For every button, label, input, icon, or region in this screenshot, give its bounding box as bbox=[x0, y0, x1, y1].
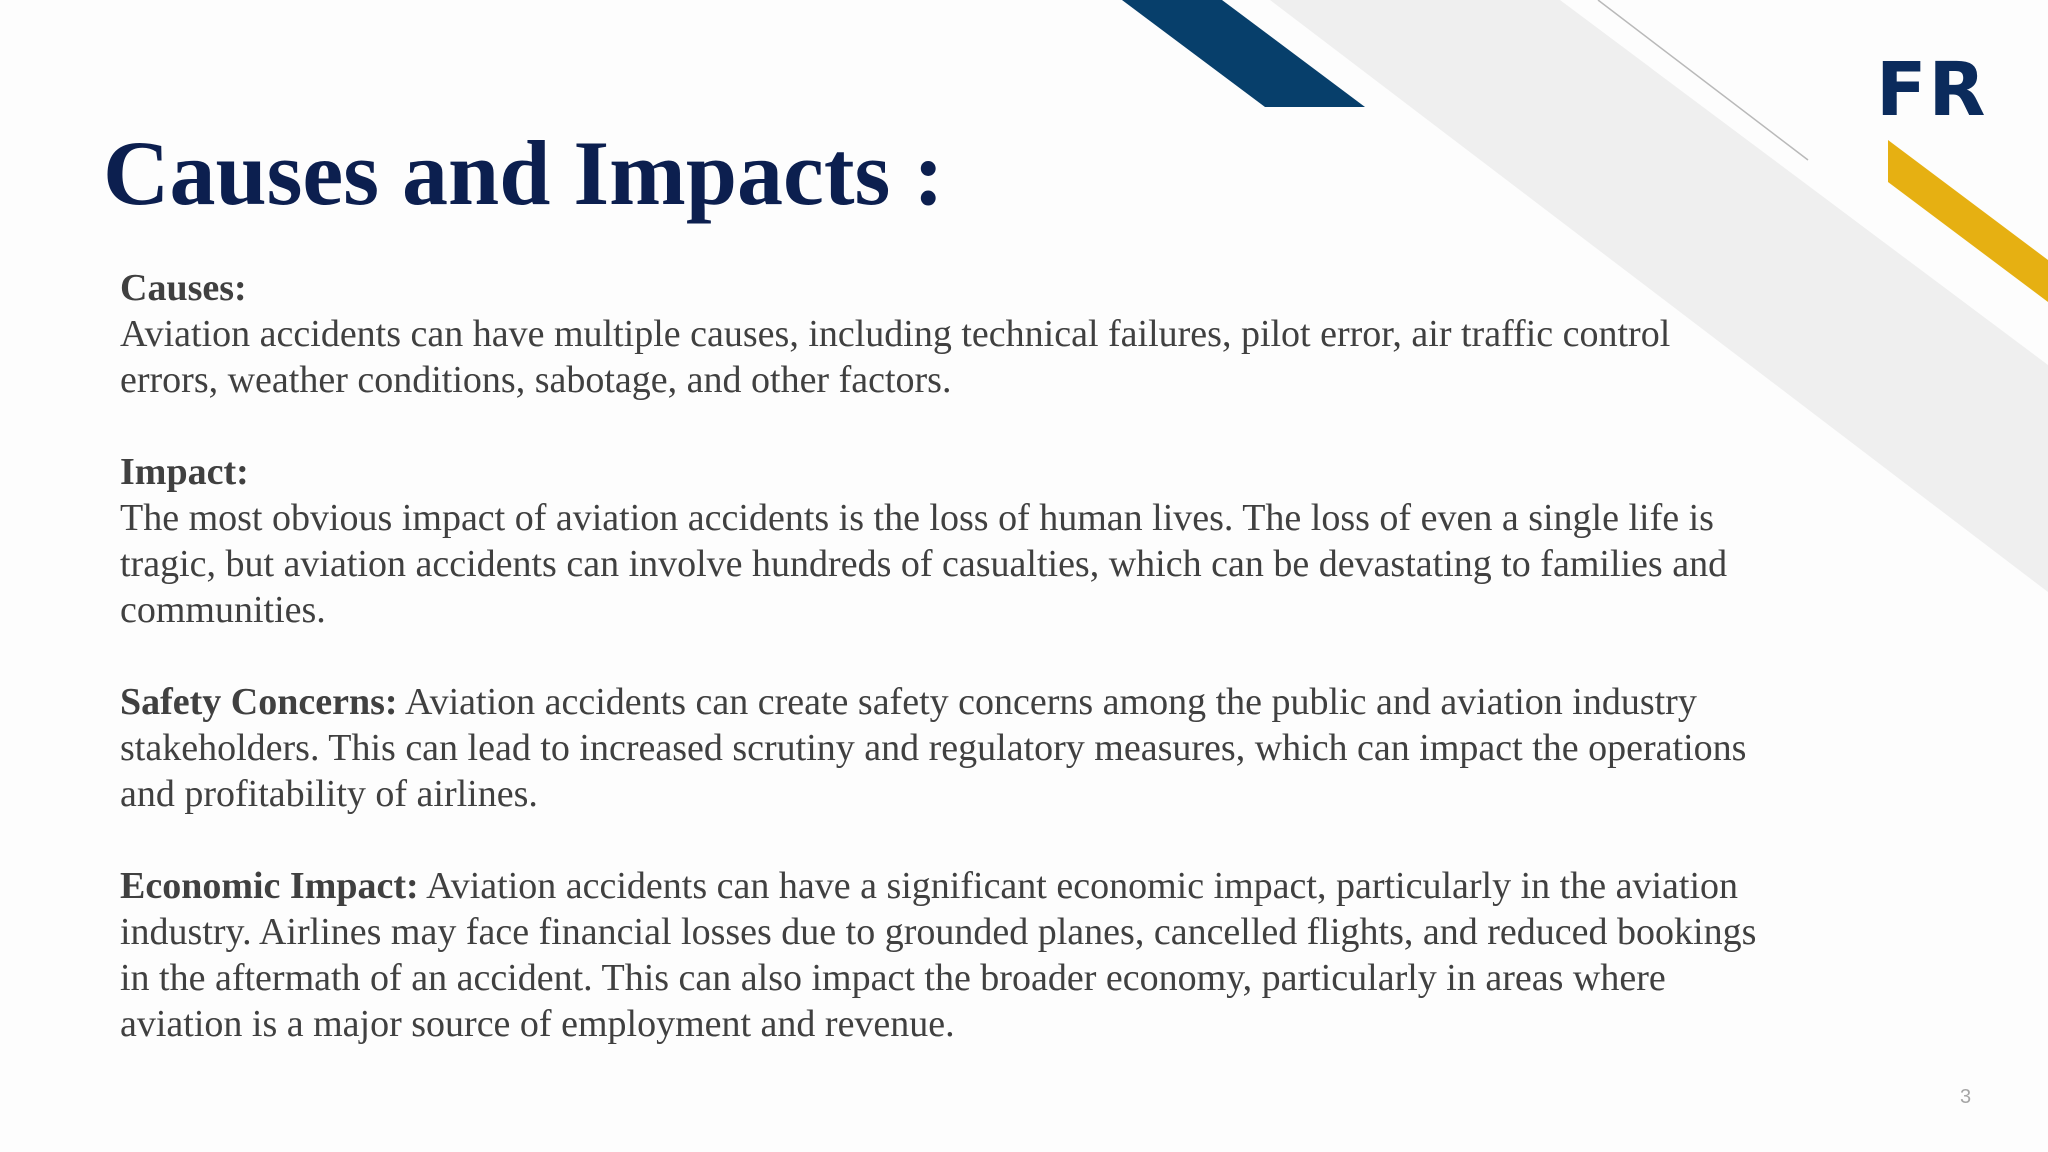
economic-heading: Economic Impact: bbox=[120, 865, 419, 907]
page-number: 3 bbox=[1960, 1086, 1972, 1108]
safety-heading: Safety Concerns: bbox=[120, 681, 398, 723]
impact-text: The most obvious impact of aviation accidents is the loss of human lives. The loss of even a single life is tragic, but aviation accidents can involve hundreds of casualties, which can be devastating to families and communities. bbox=[120, 497, 1728, 631]
causes-heading: Causes: bbox=[120, 267, 247, 309]
company-logo: FR bbox=[1876, 47, 1988, 133]
impact-heading: Impact: bbox=[120, 451, 249, 493]
economic-text: Aviation accidents can have a significant economic impact, particularly in the aviation industry. Airlines may face financial losses due to grounded planes, cancelled flights, and reduced bookings in the aftermath of an accident. This can also impact the broader economy, particularly in areas where aviation is a major source of employment and revenue. bbox=[120, 865, 1757, 1045]
causes-text: Aviation accidents can have multiple causes, including technical failures, pilot error, air traffic control errors, weather conditions, sabotage, and other factors. bbox=[120, 313, 1671, 401]
economic-section bbox=[120, 863, 1760, 1047]
slide-body bbox=[120, 265, 1760, 1093]
causes-section bbox=[120, 265, 1760, 403]
slide-title: Causes and Impacts : bbox=[103, 122, 944, 224]
impact-section bbox=[120, 449, 1760, 633]
safety-section bbox=[120, 679, 1760, 817]
safety-text: Aviation accidents can create safety concerns among the public and aviation industry stakeholders. This can lead to increased scrutiny and regulatory measures, which can impact the operations and profitability of airlines. bbox=[120, 681, 1747, 815]
